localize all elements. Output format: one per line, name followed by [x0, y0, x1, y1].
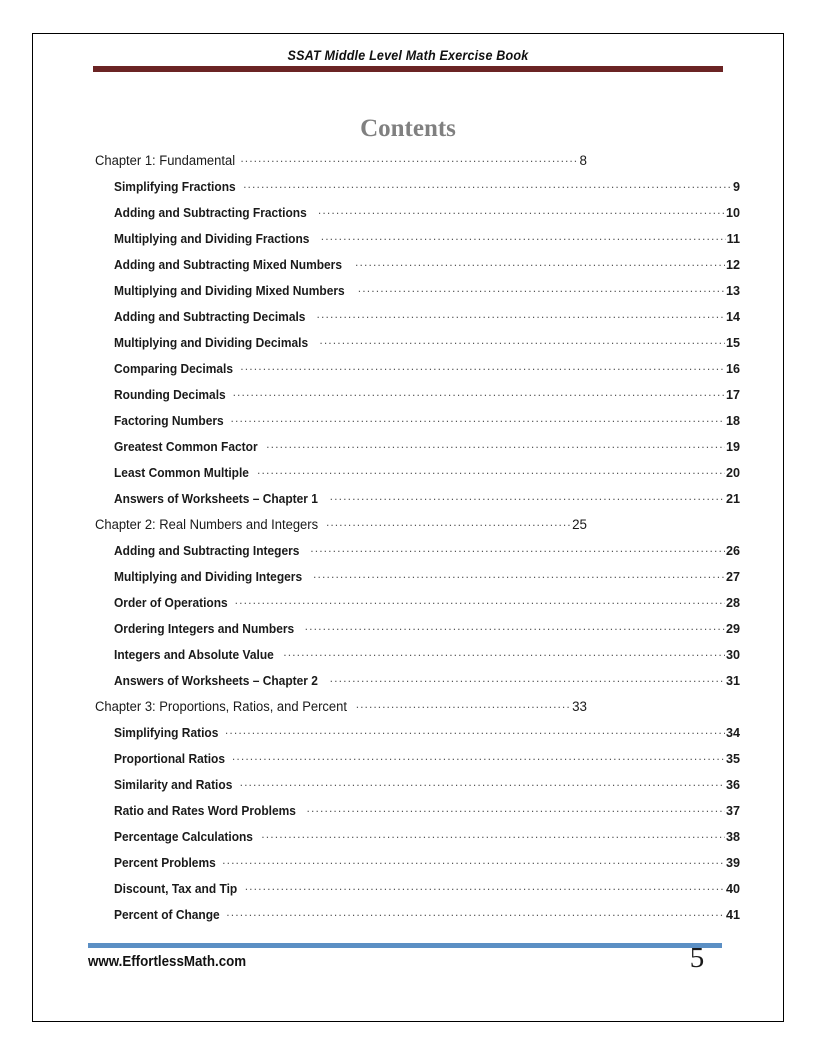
toc-entry-row[interactable] [95, 620, 740, 646]
toc-entry-row[interactable] [95, 386, 740, 412]
toc-page-number: 25 [572, 517, 587, 533]
toc-dot-leader [313, 568, 725, 581]
toc-entry-row[interactable] [95, 438, 740, 464]
toc-dot-leader [266, 438, 725, 451]
toc-page-number: 26 [725, 543, 740, 558]
toc-entry-label: Simplifying Ratios [114, 725, 219, 740]
toc-dot-leader [240, 776, 725, 789]
toc-page-number: 30 [725, 647, 740, 662]
toc-dot-leader [330, 490, 725, 503]
toc-entry-row[interactable] [95, 776, 740, 802]
toc-entry-label: Chapter 3: Proportions, Ratios, and Percent [95, 699, 347, 715]
toc-entry-row[interactable] [95, 672, 740, 698]
toc-chapter-row[interactable] [95, 698, 587, 724]
toc-entry-label: Percent Problems [114, 855, 216, 870]
toc-entry-label: Answers of Worksheets – Chapter 2 [114, 673, 318, 688]
toc-dot-leader [222, 854, 725, 867]
toc-entry-label: Adding and Subtracting Mixed Numbers [114, 257, 342, 272]
toc-dot-leader [226, 906, 725, 919]
toc-page-number: 16 [725, 361, 740, 376]
toc-chapter-row[interactable] [95, 152, 587, 178]
toc-dot-leader [356, 698, 571, 711]
toc-dot-leader [355, 256, 725, 269]
toc-entry-label: Percent of Change [114, 907, 220, 922]
toc-page-number: 15 [725, 335, 740, 350]
toc-entry-label: Proportional Ratios [114, 751, 226, 766]
toc-dot-leader [310, 542, 725, 555]
toc-entry-row[interactable] [95, 854, 740, 880]
footer-page-number: 5 [689, 942, 705, 974]
toc-dot-leader [326, 516, 571, 529]
toc-entry-row[interactable] [95, 178, 740, 204]
toc-page-number: 20 [725, 465, 740, 480]
page-title: Contents [360, 114, 456, 142]
footer-rule [88, 943, 722, 948]
toc-page-number: 8 [579, 153, 587, 169]
toc-entry-label: Comparing Decimals [114, 361, 234, 376]
toc-page-number: 34 [725, 725, 740, 740]
toc-entry-label: Chapter 2: Real Numbers and Integers [95, 517, 319, 533]
running-head: SSAT Middle Level Math Exercise Book [287, 48, 529, 63]
toc-dot-leader [240, 360, 725, 373]
toc-entry-label: Simplifying Fractions [114, 179, 236, 194]
toc-page-number: 36 [725, 777, 740, 792]
toc-dot-leader [225, 724, 725, 737]
toc-entry-row[interactable] [95, 464, 740, 490]
toc-dot-leader [233, 386, 725, 399]
toc-page-number: 11 [726, 231, 740, 246]
toc-dot-leader [319, 334, 725, 347]
toc-page-number: 12 [725, 257, 740, 272]
toc-entry-row[interactable] [95, 412, 740, 438]
toc-entry-row[interactable] [95, 204, 740, 230]
toc-entry-label: Multiplying and Dividing Fractions [114, 231, 310, 246]
toc-dot-leader [245, 880, 725, 893]
footer-website-url[interactable]: www.EffortlessMath.com [88, 954, 247, 970]
toc-entry-label: Order of Operations [114, 595, 228, 610]
toc-page-number: 41 [725, 907, 740, 922]
toc-chapter-row[interactable] [95, 516, 587, 542]
toc-page-number: 10 [725, 205, 740, 220]
toc-dot-leader [321, 230, 726, 243]
toc-dot-leader [330, 672, 725, 685]
toc-entry-row[interactable] [95, 724, 740, 750]
toc-entry-row[interactable] [95, 230, 740, 256]
toc-entry-label: Ordering Integers and Numbers [114, 621, 295, 636]
toc-dot-leader [358, 282, 725, 295]
toc-entry-label: Rounding Decimals [114, 387, 226, 402]
toc-entry-label: Multiplying and Dividing Integers [114, 569, 303, 584]
toc-entry-label: Similarity and Ratios [114, 777, 233, 792]
toc-entry-row[interactable] [95, 568, 740, 594]
toc-page-number: 29 [725, 621, 740, 636]
toc-entry-label: Ratio and Rates Word Problems [114, 803, 296, 818]
toc-entry-label: Discount, Tax and Tip [114, 881, 238, 896]
toc-entry-label: Factoring Numbers [114, 413, 224, 428]
toc-entry-label: Answers of Worksheets – Chapter 1 [114, 491, 318, 506]
toc-dot-leader [230, 412, 725, 425]
toc-dot-leader [307, 802, 725, 815]
toc-entry-row[interactable] [95, 802, 740, 828]
toc-page-number: 21 [725, 491, 740, 506]
toc-page-number: 37 [725, 803, 740, 818]
toc-dot-leader [261, 828, 725, 841]
toc-entry-row[interactable] [95, 906, 740, 932]
toc-entry-label: Adding and Subtracting Integers [114, 543, 300, 558]
table-of-contents [95, 152, 740, 932]
toc-page-number: 39 [725, 855, 740, 870]
toc-dot-leader [235, 594, 725, 607]
toc-page-number: 17 [725, 387, 740, 402]
toc-entry-label: Least Common Multiple [114, 465, 249, 480]
toc-dot-leader [283, 646, 725, 659]
toc-page-number: 38 [725, 829, 740, 844]
toc-dot-leader [240, 152, 578, 165]
toc-entry-row[interactable] [95, 256, 740, 282]
toc-dot-leader [318, 204, 725, 217]
toc-page-number: 13 [725, 283, 740, 298]
toc-dot-leader [305, 620, 725, 633]
toc-entry-label: Adding and Subtracting Fractions [114, 205, 307, 220]
toc-dot-leader [243, 178, 732, 191]
toc-entry-row[interactable] [95, 308, 740, 334]
toc-entry-row[interactable] [95, 282, 740, 308]
toc-entry-row[interactable] [95, 646, 740, 672]
toc-entry-label: Chapter 1: Fundamental [95, 153, 236, 169]
toc-page-number: 19 [725, 439, 740, 454]
toc-entry-row[interactable] [95, 750, 740, 776]
toc-page-number: 33 [572, 699, 587, 715]
toc-dot-leader [317, 308, 725, 321]
toc-entry-row[interactable] [95, 880, 740, 906]
toc-page-number: 31 [725, 673, 740, 688]
toc-entry-label: Greatest Common Factor [114, 439, 258, 454]
toc-entry-row[interactable] [95, 542, 740, 568]
toc-page-number: 14 [725, 309, 740, 324]
toc-entry-label: Percentage Calculations [114, 829, 253, 844]
toc-entry-label: Integers and Absolute Value [114, 647, 274, 662]
header-rule [93, 66, 723, 72]
toc-entry-row[interactable] [95, 594, 740, 620]
toc-page-number: 28 [725, 595, 740, 610]
toc-page-number: 40 [725, 881, 740, 896]
toc-entry-label: Multiplying and Dividing Mixed Numbers [114, 283, 345, 298]
toc-page-number: 18 [725, 413, 740, 428]
toc-entry-label: Multiplying and Dividing Decimals [114, 335, 309, 350]
toc-dot-leader [257, 464, 725, 477]
toc-page-number: 9 [732, 179, 740, 194]
toc-entry-row[interactable] [95, 360, 740, 386]
toc-entry-label: Adding and Subtracting Decimals [114, 309, 306, 324]
toc-entry-row[interactable] [95, 490, 740, 516]
toc-dot-leader [232, 750, 725, 763]
toc-page-number: 35 [725, 751, 740, 766]
toc-page-number: 27 [725, 569, 740, 584]
toc-entry-row[interactable] [95, 334, 740, 360]
toc-entry-row[interactable] [95, 828, 740, 854]
